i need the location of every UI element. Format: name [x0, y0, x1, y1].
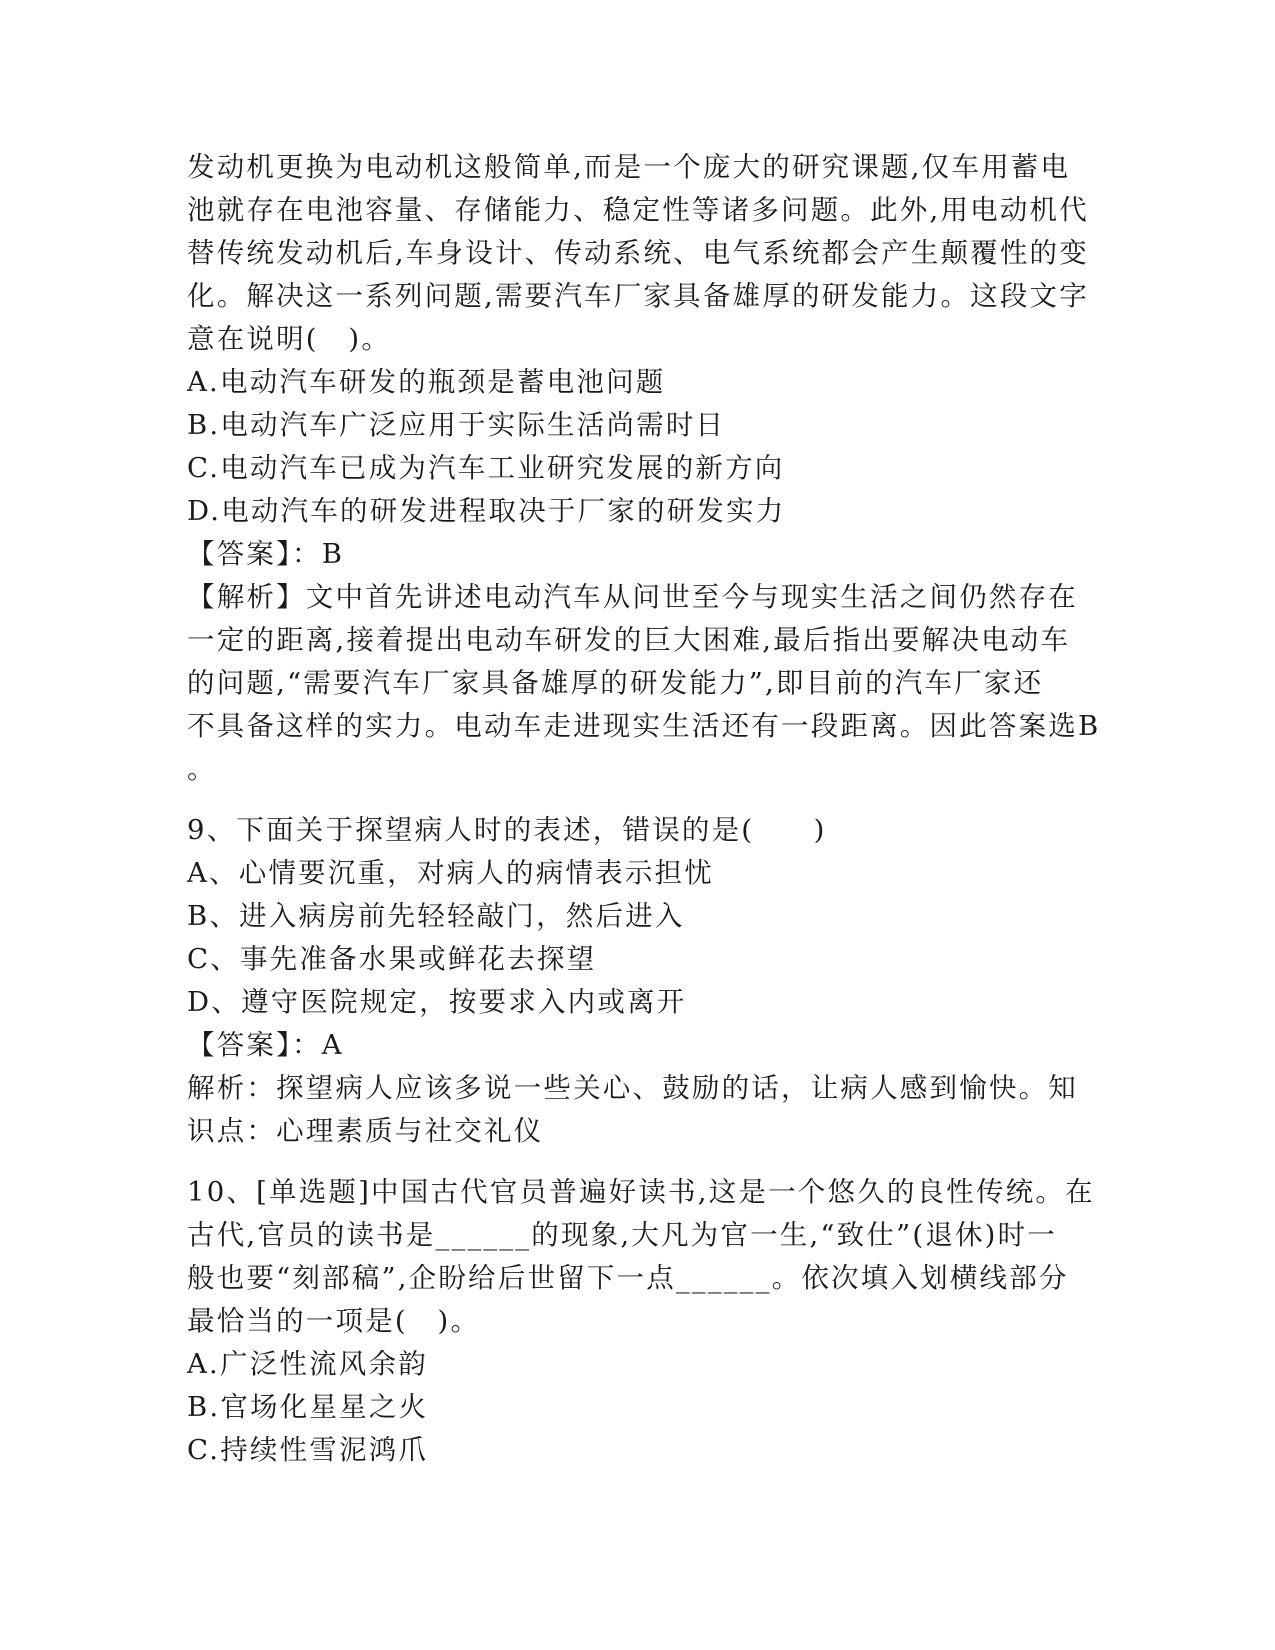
section-gap [187, 1153, 1087, 1171]
question-8-analysis-line: 的问题,“需要汽车厂家具备雄厚的研发能力”,即目前的汽车厂家还 [187, 667, 1044, 699]
section-gap [187, 791, 1087, 809]
question-9 [187, 809, 1087, 1153]
question-8-stem-line: 池就存在电池容量、存储能力、稳定性等诸多问题。此外,用电动机代 [187, 194, 1089, 226]
question-10-stem-line: 最恰当的一项是( )。 [187, 1305, 481, 1337]
question-8-stem-line: 替传统发动机后,车身设计、传动系统、电气系统都会产生颠覆性的变 [187, 237, 1089, 269]
question-9-analysis-line: 解析：探望病人应该多说一些关心、鼓励的话，让病人感到愉快。知 [187, 1072, 1078, 1104]
question-10-stem-line: 古代,官员的读书是______的现象,大凡为官一生,“致仕”(退休)时一 [187, 1219, 1057, 1251]
question-9-option-d: D、遵守医院规定，按要求入内或离开 [187, 986, 687, 1018]
question-10-stem-line: 般也要“刻部稿”,企盼给后世留下一点______。依次填入划横线部分 [187, 1262, 1069, 1294]
question-8-option-a: A.电动汽车研发的瓶颈是蓄电池问题 [187, 366, 666, 398]
question-9-analysis-line: 识点：心理素质与社交礼仪 [187, 1115, 544, 1147]
question-8-answer: 【答案】：B [187, 538, 345, 570]
question-9-option-b: B、进入病房前先轻轻敲门，然后进入 [187, 900, 685, 932]
question-10-option-c: C.持续性雪泥鸿爪 [187, 1434, 429, 1466]
question-10 [187, 1171, 1095, 1472]
question-10-stem-line: 10、[单选题]中国古代官员普遍好读书,这是一个悠久的良性传统。在 [187, 1176, 1095, 1208]
question-8-analysis-line: 【解析】文中首先讲述电动汽车从问世至今与现实生活之间仍然存在 [187, 581, 1078, 613]
question-8-option-c: C.电动汽车已成为汽车工业研究发展的新方向 [187, 452, 785, 484]
question-8-analysis-line: 一定的距离,接着提出电动车研发的巨大困难,最后指出要解决电动车 [187, 624, 1071, 656]
question-10-option-a: A.广泛性流风余韵 [187, 1348, 428, 1380]
question-8-option-b: B.电动汽车广泛应用于实际生活尚需时日 [187, 409, 726, 441]
question-9-option-a: A、心情要沉重，对病人的病情表示担忧 [187, 857, 714, 889]
question-9-option-c: C、事先准备水果或鲜花去探望 [187, 943, 597, 975]
question-8-stem-line: 化。解决这一系列问题,需要汽车厂家具备雄厚的研发能力。这段文字 [187, 280, 1089, 312]
question-9-stem: 9、下面关于探望病人时的表述，错误的是( ) [187, 814, 827, 846]
question-8 [187, 146, 1101, 791]
question-8-analysis-line: 。 [187, 753, 217, 785]
question-10-option-b: B.官场化星星之火 [187, 1391, 429, 1423]
document-page [187, 146, 1101, 1472]
question-8-analysis-line: 不具备这样的实力。电动车走进现实生活还有一段距离。因此答案选B [187, 710, 1101, 742]
question-9-answer: 【答案】：A [187, 1029, 344, 1061]
question-8-stem-line: 发动机更换为电动机这般简单,而是一个庞大的研究课题,仅车用蓄电 [187, 151, 1071, 183]
question-8-stem-line: 意在说明( )。 [187, 323, 392, 355]
question-8-option-d: D.电动汽车的研发进程取决于厂家的研发实力 [187, 495, 786, 527]
